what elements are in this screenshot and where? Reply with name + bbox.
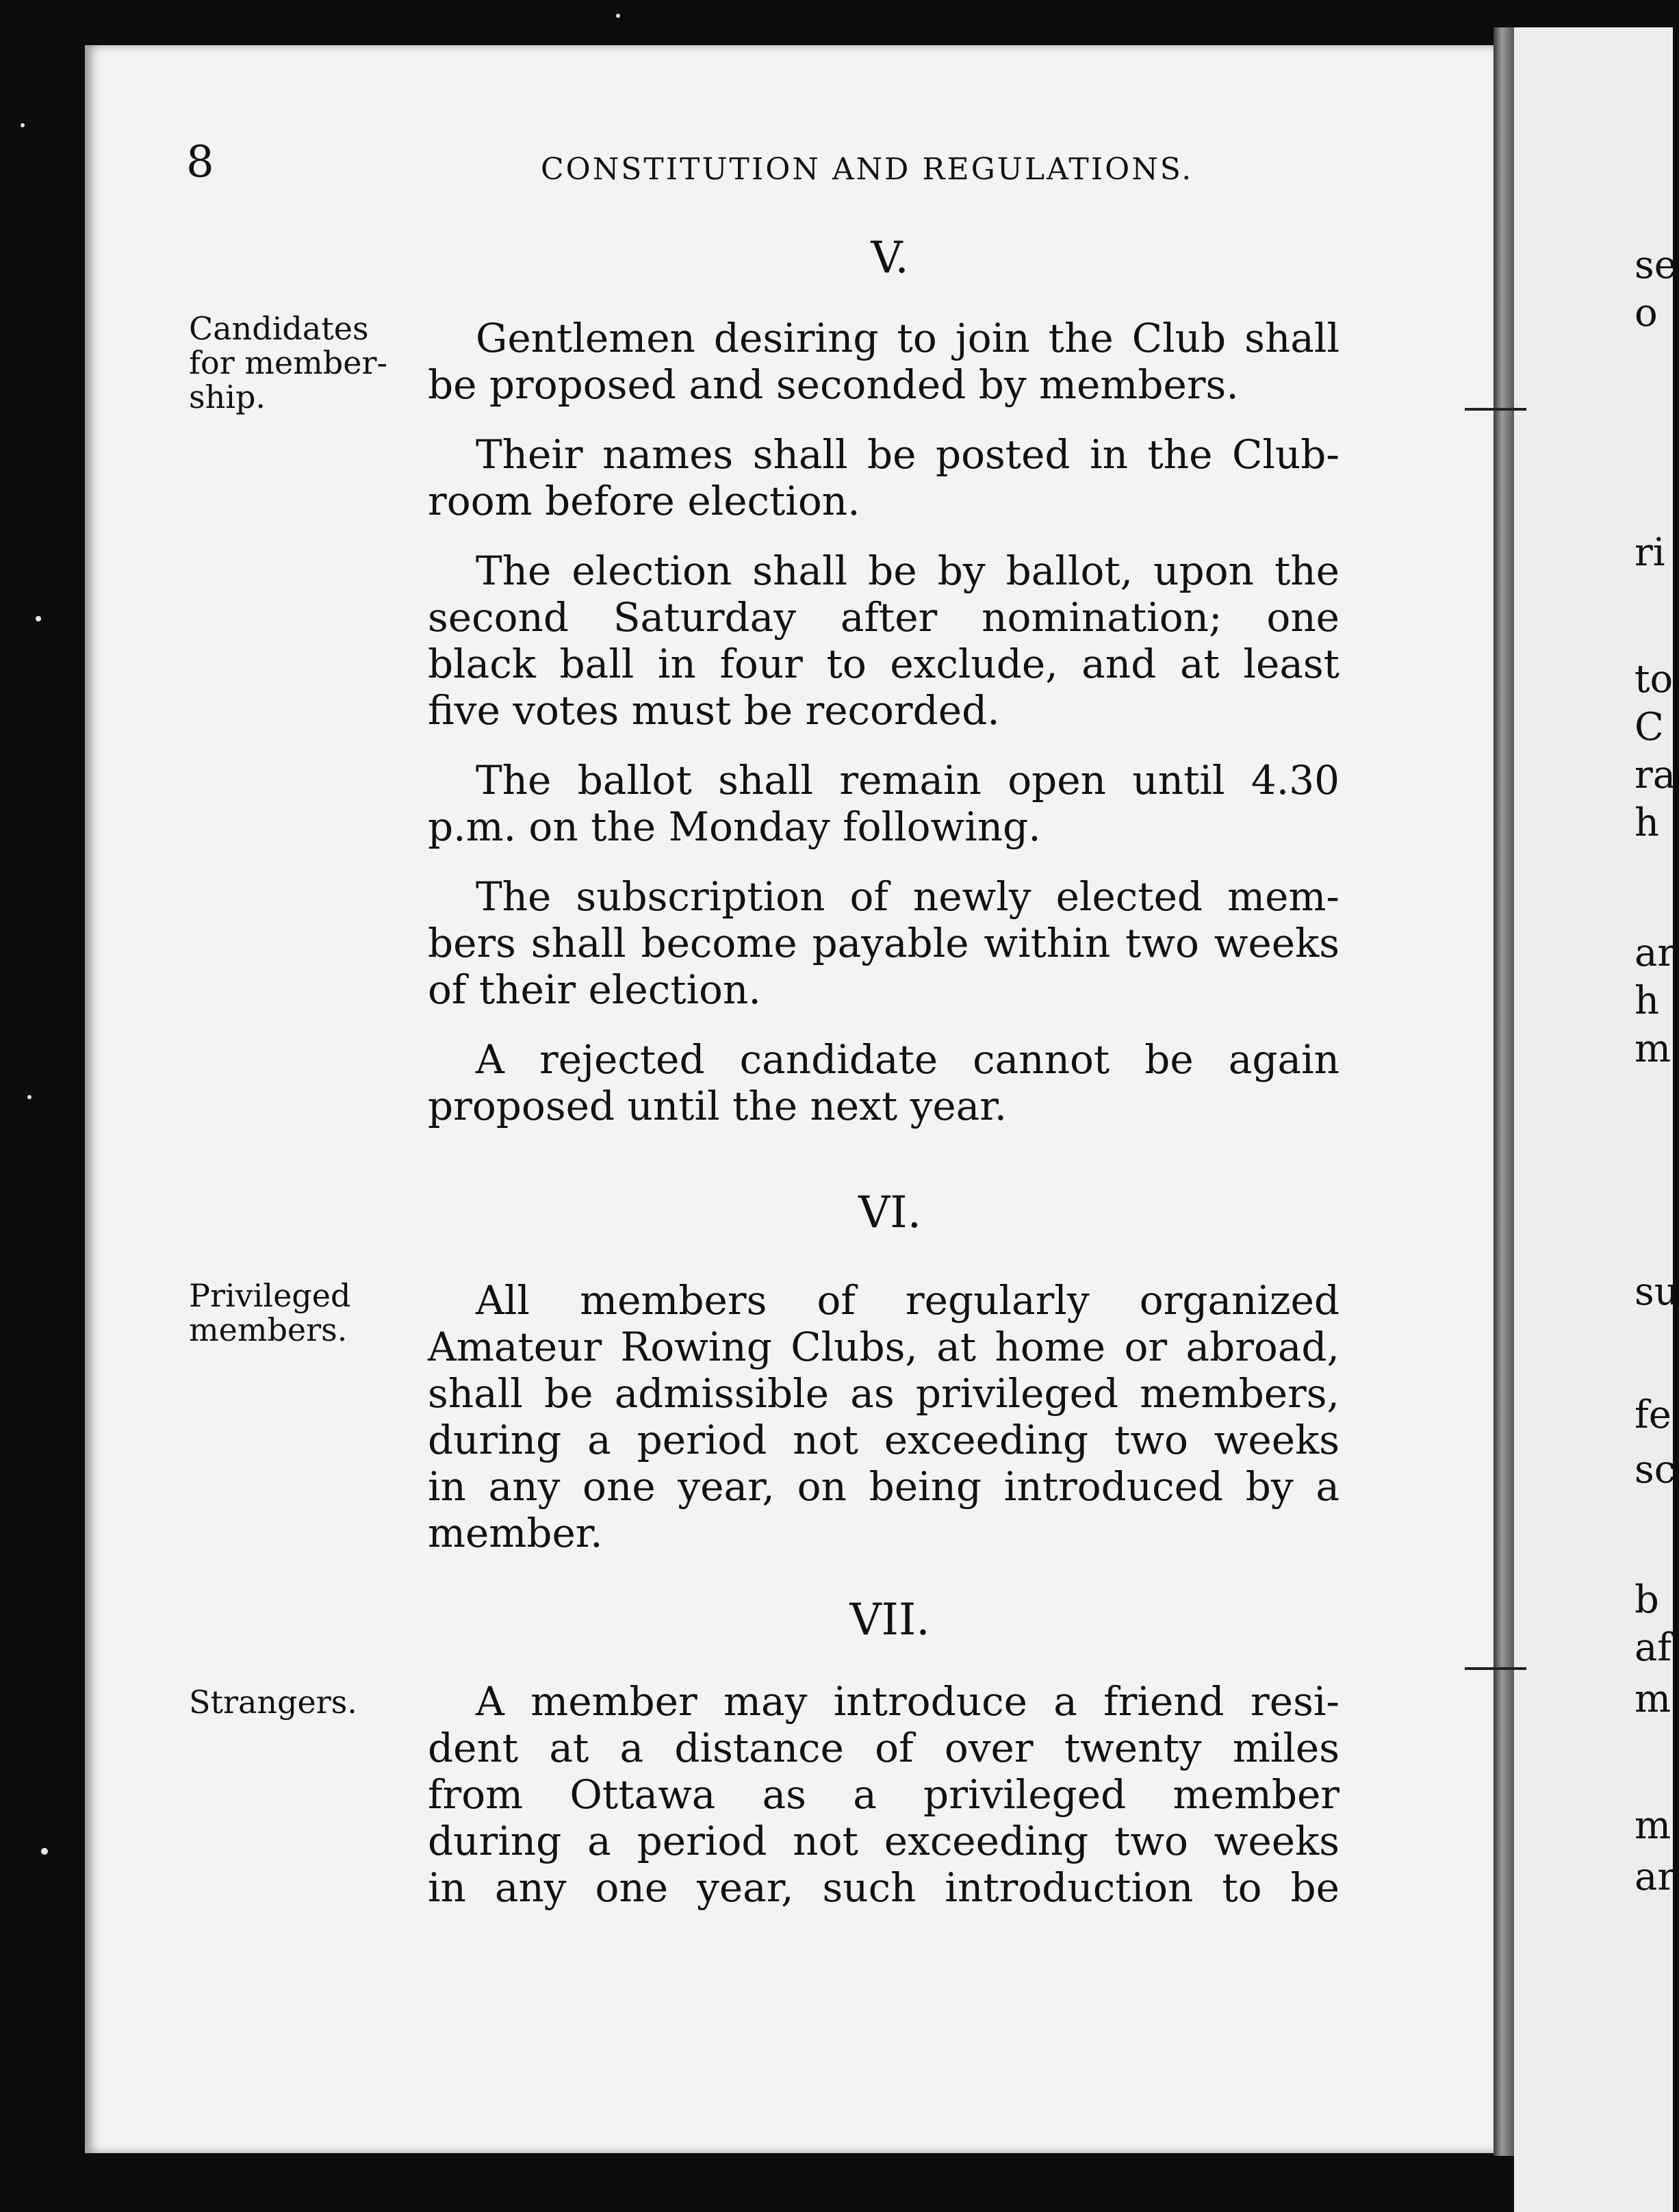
body-line: Amateur Rowing Clubs, at home or abroad, bbox=[428, 1324, 1340, 1370]
body-line: dent at a distance of over twenty miles bbox=[428, 1725, 1340, 1771]
body-line: Gentlemen desiring to join the Club shall bbox=[476, 315, 1340, 361]
facing-fragment: ar bbox=[1635, 931, 1676, 975]
body-line: in any one year, such introduction to be bbox=[428, 1864, 1340, 1911]
running-head: CONSTITUTION AND REGULATIONS. bbox=[541, 152, 1194, 187]
body-line: of their election. bbox=[428, 966, 761, 1013]
scan-speck bbox=[616, 14, 620, 18]
body-line: All members of regularly organized bbox=[476, 1277, 1340, 1324]
book-gutter bbox=[1494, 27, 1514, 2156]
body-line: be proposed and seconded by members. bbox=[428, 361, 1239, 408]
scan-speck bbox=[41, 1848, 48, 1855]
margin-note-candidates: Candidates for member- ship. bbox=[189, 310, 387, 415]
facing-fragment: su bbox=[1635, 1270, 1679, 1314]
body-line: The subscription of newly elected mem- bbox=[476, 873, 1340, 920]
facing-fragment: se bbox=[1635, 243, 1677, 287]
gutter-mark bbox=[1465, 408, 1526, 411]
facing-fragment: m bbox=[1635, 1677, 1671, 1721]
body-line: member. bbox=[428, 1510, 603, 1556]
facing-fragment: sc bbox=[1635, 1448, 1676, 1492]
section-heading-vi: VI. bbox=[858, 1187, 921, 1238]
body-line: The election shall be by ballot, upon the bbox=[476, 548, 1340, 594]
margin-note-privileged: Privileged members. bbox=[189, 1277, 351, 1348]
facing-fragment: af bbox=[1635, 1625, 1672, 1670]
body-line: room before election. bbox=[428, 478, 860, 524]
facing-fragment: m bbox=[1635, 1027, 1671, 1071]
scan-speck bbox=[27, 1095, 31, 1099]
scan-speck bbox=[36, 616, 41, 621]
body-line: A member may introduce a friend resi- bbox=[476, 1678, 1340, 1725]
body-line: from Ottawa as a privileged member bbox=[428, 1771, 1340, 1818]
facing-fragment: ar bbox=[1635, 1855, 1676, 1899]
body-line: The ballot shall remain open until 4.30 bbox=[476, 757, 1340, 803]
body-line: during a period not exceeding two weeks bbox=[428, 1818, 1340, 1864]
facing-fragment: fe bbox=[1635, 1393, 1671, 1437]
facing-fragment: h bbox=[1635, 801, 1660, 845]
section-heading-vii: VII. bbox=[849, 1595, 930, 1645]
body-line: second Saturday after nomination; one bbox=[428, 594, 1340, 641]
body-line: in any one year, on being introduced by a bbox=[428, 1463, 1340, 1510]
facing-fragment: to bbox=[1635, 657, 1674, 702]
section-heading-v: V. bbox=[871, 233, 909, 283]
facing-fragment: b bbox=[1635, 1578, 1659, 1622]
body-line: A rejected candidate cannot be again bbox=[476, 1036, 1340, 1083]
body-line: five votes must be recorded. bbox=[428, 687, 1000, 734]
body-line: black ball in four to exclude, and at least bbox=[428, 641, 1340, 687]
body-line: during a period not exceeding two weeks bbox=[428, 1417, 1340, 1463]
facing-fragment: ra bbox=[1635, 753, 1676, 797]
facing-fragment: ri bbox=[1635, 530, 1665, 575]
body-line: bers shall become payable within two weeks bbox=[428, 920, 1340, 966]
facing-fragment: m bbox=[1635, 1803, 1671, 1848]
body-line: proposed until the next year. bbox=[428, 1083, 1008, 1129]
facing-fragment: h bbox=[1635, 979, 1660, 1023]
facing-fragment: o bbox=[1635, 291, 1658, 335]
body-line: p.m. on the Monday following. bbox=[428, 803, 1041, 850]
facing-fragment: C bbox=[1635, 705, 1664, 749]
scan-speck bbox=[21, 123, 25, 127]
margin-note-strangers: Strangers. bbox=[189, 1684, 357, 1721]
body-line: shall be admissible as privileged members, bbox=[428, 1370, 1340, 1417]
gutter-mark bbox=[1465, 1667, 1526, 1670]
body-line: Their names shall be posted in the Club- bbox=[476, 431, 1340, 478]
page-number: 8 bbox=[186, 137, 214, 188]
